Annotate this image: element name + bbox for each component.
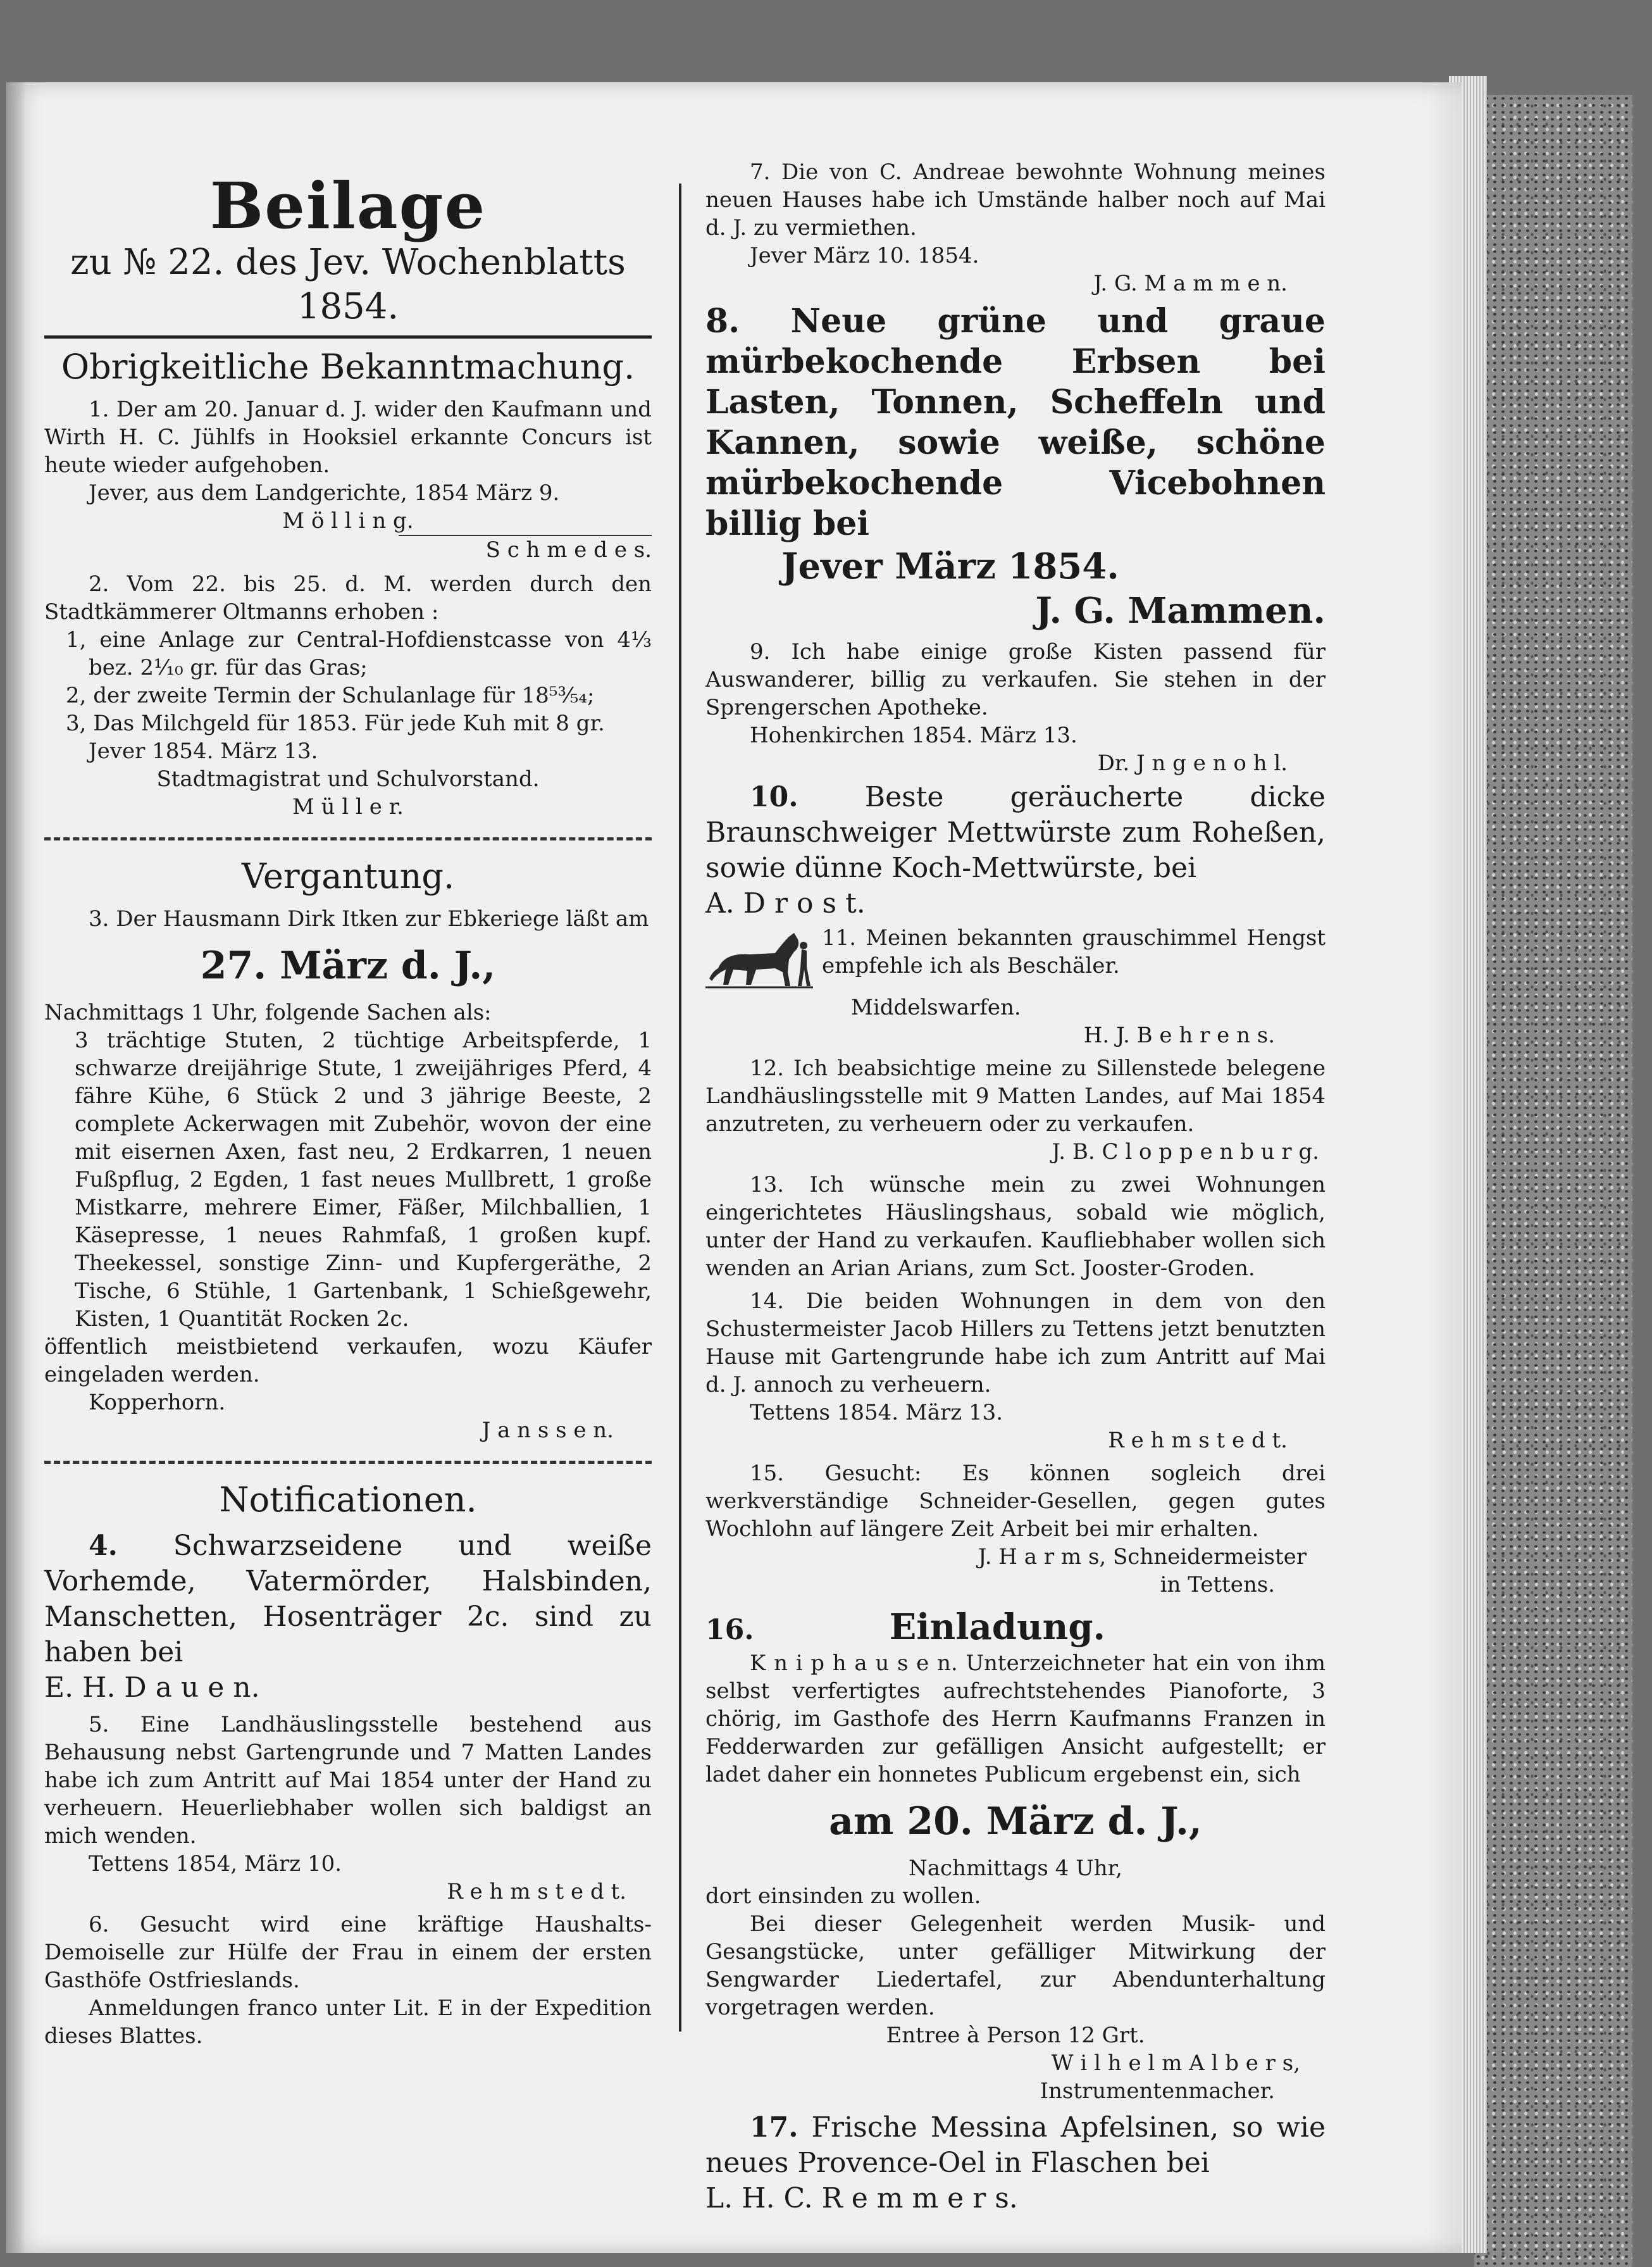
auction-item-list: 3 trächtige Stuten, 2 tüchtige Arbeitspferde, 1 schwarze dreijährige Stute, 1 zweijähriges Pferd, 4 fähre Kühe, 6 Stück 2 und 3 jährige Beeste, 2 complete Ackerwagen mit Zubehör, wovon der eine mit eisernen Axen, fast neu, 2 Erdkarren, 1 neuen Fußpflug, 2 Egden, 1 fast neues Mullbrett, 1 große Mistkarre, mehrere Eimer, Fäßer, Milchballien, 1 Käsepresse, 1 neues Rahmfaß, 1 großen kupf. Theekessel, sonstige Zinn- und Kupfergeräthe, 2 Tische, 6 Stühle, 1 Gartenbank, 1 Schießgewehr, Kisten, 1 Quantität Rocken 2c.	[75, 1028, 652, 1332]
notice-9: 9. Ich habe einige große Kisten passend für Auswanderer, billig zu verkaufen. Sie stehen in der Sprengerschen Apotheke.	[705, 639, 1326, 720]
notice-16-number: 16.	[705, 1614, 754, 1646]
notice-5-place: Tettens 1854, März 10.	[89, 1851, 342, 1877]
notice-10	[705, 780, 1326, 886]
notice-4-signature: E. H. D a u e n.	[44, 1671, 260, 1704]
horse-icon	[705, 924, 813, 994]
notice-16-heading: Einladung.	[889, 1606, 1106, 1648]
section-heading-notifications: Notificationen.	[219, 1480, 477, 1520]
column-divider	[679, 184, 681, 2032]
notice-2-item-3: 3, Das Milchgeld für 1853. Für jede Kuh mit 8 gr.	[66, 711, 605, 736]
notice-16-date: am 20. März d. J.,	[829, 1799, 1202, 1844]
notice-17-signature: L. H. C. R e m m e r s.	[705, 2182, 1018, 2214]
notice-12-signature: J. B. C l o p p e n b u r g.	[1052, 1139, 1319, 1165]
notice-2-signature-2: M ü l l e r.	[292, 794, 404, 820]
notice-14-place: Tettens 1854. März 13.	[750, 1400, 1003, 1425]
notice-7-signature: J. G. M a m m e n.	[1093, 271, 1288, 296]
notice-6: 6. Gesucht wird eine kräftige Haushalts-Demoiselle zur Hülfe der Frau in einem der ersten Gasthöfe Ostfrieslands.	[44, 1912, 652, 1993]
notice-16-signature-2: Instrumentenmacher.	[1040, 2078, 1275, 2104]
notice-12: 12. Ich beabsichtige meine zu Sillenstede belegene Landhäuslingsstelle mit 9 Matten Landes, auf Mai 1854 anzutreten, zu verheuern oder zu verkaufen.	[705, 1056, 1326, 1137]
notice-10-number: 10.	[750, 781, 798, 813]
notice-17-number: 17.	[750, 2111, 798, 2144]
notice-15: 15. Gesucht: Es können sogleich drei werkverständige Schneider-Gesellen, gegen gutes Wochlohn auf längere Zeit Arbeit bei mir erhalten.	[705, 1461, 1326, 1542]
notice-1-signature-2: S c h m e d e s.	[399, 535, 652, 564]
notice-14: 14. Die beiden Wohnungen in dem von den Schustermeister Jacob Hillers zu Tettens jetzt benutzten Hause mit Gartengrunde habe ich zum Antritt auf Mai d. J. annoch zu verheuern.	[705, 1289, 1326, 1397]
notice-17-text: Frische Messina Apfelsinen, so wie neues Provence-Oel in Flaschen bei	[705, 2111, 1326, 2179]
page-title: Beilage	[209, 168, 487, 243]
notice-16-time: Nachmittags 4 Uhr,	[908, 1856, 1122, 1881]
notice-16-header	[705, 1605, 1326, 1649]
notice-8: 8. Neue grüne und graue mürbekochende Erbsen bei Lasten, Tonnen, Scheffeln und Kannen, sowie weiße, schöne mürbekochende Vicebohnen billig bei	[705, 302, 1326, 543]
notice-15-signature-2: in Tettens.	[1160, 1572, 1275, 1597]
auction-time: Nachmittags 1 Uhr, folgende Sachen als:	[44, 1000, 492, 1025]
notice-2-item-1: 1, eine Anlage zur Central-Hofdienstcasse von 4⅓ bez. 2¹⁄₁₀ gr. für das Gras;	[66, 627, 652, 680]
section-heading-official: Obrigkeitliche Bekanntmachung.	[61, 347, 635, 387]
notice-14-signature: R e h m s t e d t.	[1108, 1428, 1288, 1453]
auction-closing: öffentlich meistbietend verkaufen, wozu Käufer eingeladen werden.	[44, 1334, 652, 1387]
notice-1-signature: M ö l l i n g.	[282, 508, 414, 534]
notice-16-signature: W i l h e l m A l b e r s,	[1051, 2051, 1300, 2076]
left-column	[44, 158, 652, 2050]
notice-16-program: Bei dieser Gelegenheit werden Musik- und Gesangstücke, unter gefälliger Mitwirkung der Sengwarder Liedertafel, zur Abendunterhaltung vorgetragen werden.	[705, 1911, 1326, 2020]
notice-16-closing: dort einsinden zu wollen.	[705, 1883, 981, 1909]
notice-1: 1. Der am 20. Januar d. J. wider den Kaufmann und Wirth H. C. Jühlfs in Hooksiel erkannte Concurs ist heute wieder aufgehoben.	[44, 397, 652, 478]
notice-2-signature: Stadtmagistrat und Schulvorstand.	[156, 766, 540, 792]
auction-signature: J a n s s e n.	[481, 1418, 614, 1443]
notice-9-signature: Dr. J n g e n o h l.	[1097, 751, 1288, 776]
notice-16: K n i p h a u s e n. Unterzeichneter hat ein von ihm selbst verfertigtes aufrechtstehendes Pianoforte, 3 chörig, im Gasthofe des Herrn Kaufmanns Franzen in Fedderwarden zur gefälligen Ansicht aufgestellt; er ladet daher ein honnetes Publicum ergebenst ein, sich	[705, 1651, 1326, 1787]
auction-intro: 3. Der Hausmann Dirk Itken zur Ebkeriege läßt am	[89, 906, 649, 932]
notice-10-text: Beste geräucherte dicke Braunschweiger Mettwürste zum Roheßen, sowie dünne Koch-Mettwürste, bei	[705, 781, 1326, 884]
notice-11-place: Middelswarfen.	[851, 995, 1021, 1020]
auction-place: Kopperhorn.	[89, 1390, 226, 1415]
notice-2-item-2: 2, der zweite Termin der Schulanlage für 18⁵³⁄₅₄;	[66, 683, 595, 708]
notice-11: 11. Meinen bekannten grauschimmel Hengst empfehle ich als Beschäler.	[822, 925, 1326, 978]
section-rule	[44, 837, 652, 840]
notice-17	[705, 2110, 1326, 2181]
notice-11-row	[705, 924, 1326, 994]
notice-2-place: Jever 1854. März 13.	[89, 739, 318, 764]
notice-1-place: Jever, aus dem Landgerichte, 1854 März 9.	[89, 480, 560, 506]
section-rule-2	[44, 1461, 652, 1464]
notice-6-detail: Anmeldungen franco unter Lit. E in der Expedition dieses Blattes.	[44, 1995, 652, 2049]
notice-4-text: Schwarzseidene und weiße Vorhemde, Vatermörder, Halsbinden, Manschetten, Hosenträger 2c. sind zu haben bei	[44, 1530, 652, 1668]
notice-4-number: 4.	[89, 1530, 118, 1562]
notice-5: 5. Eine Landhäuslingsstelle bestehend aus Behausung nebst Gartengrunde und 7 Matten Landes habe ich zum Antritt auf Mai 1854 unter der Hand zu verheuern. Heuerliebhaber wollen sich baldigst an mich wenden.	[44, 1712, 652, 1849]
notice-11-signature: H. J. B e h r e n s.	[1083, 1023, 1275, 1048]
notice-10-signature: A. D r o s t.	[705, 887, 866, 920]
notice-16-entry: Entree à Person 12 Grt.	[886, 2023, 1145, 2048]
book-edge-speckle	[1474, 95, 1632, 2267]
notice-5-signature: R e h m s t e d t.	[447, 1879, 626, 1904]
notice-4	[44, 1528, 652, 1670]
title-rule	[44, 335, 652, 339]
auction-date: 27. März d. J.,	[200, 944, 496, 988]
notice-9-place: Hohenkirchen 1854. März 13.	[750, 723, 1078, 748]
notice-7-place: Jever März 10. 1854.	[750, 243, 979, 268]
notice-15-signature: J. H a r m s, Schneidermeister	[978, 1544, 1307, 1570]
notice-13: 13. Ich wünsche mein zu zwei Wohnungen eingerichtetes Häuslingshaus, sobald wie möglich, unter der Hand zu verkaufen. Kaufliebhaber wollen sich wenden an Arian Arians, zum Sct. Jooster-Groden.	[705, 1172, 1326, 1281]
notice-8-place: Jever März 1854.	[781, 546, 1119, 587]
page-subtitle: zu № 22. des Jev. Wochenblatts 1854.	[70, 242, 626, 327]
gutter-shadow	[6, 82, 25, 2253]
section-heading-auction: Vergantung.	[241, 856, 455, 896]
notice-8-signature: J. G. Mammen.	[1035, 590, 1326, 632]
notice-2: 2. Vom 22. bis 25. d. M. werden durch den Stadtkämmerer Oltmanns erhoben :	[44, 571, 652, 625]
right-column	[705, 158, 1326, 2216]
notice-7: 7. Die von C. Andreae bewohnte Wohnung meines neuen Hauses habe ich Umstände halber noch auf Mai d. J. zu vermiethen.	[705, 159, 1326, 240]
